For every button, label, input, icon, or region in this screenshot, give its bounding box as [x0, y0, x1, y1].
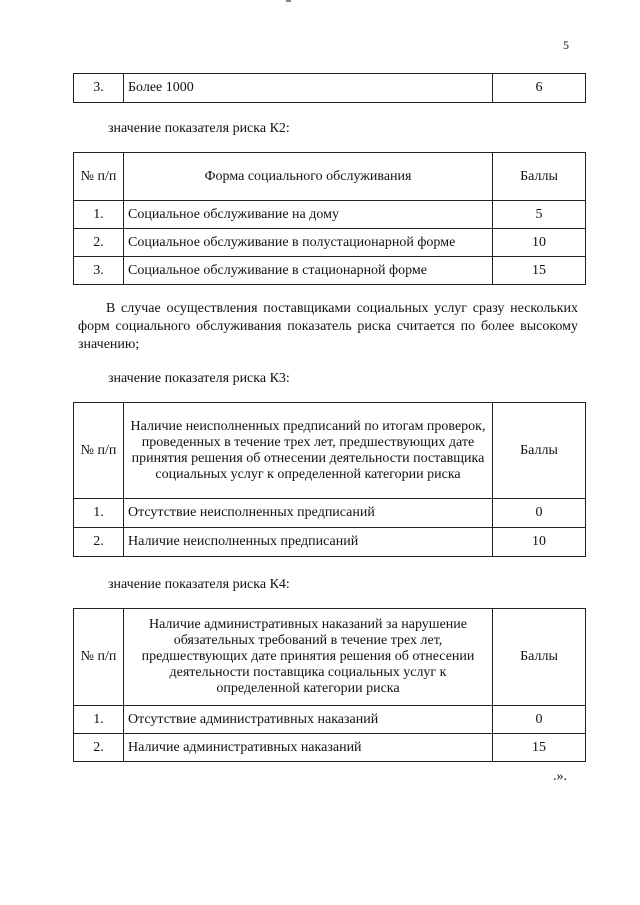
row-text: Социальное обслуживание в стационарной форме	[124, 257, 493, 285]
table-row	[74, 201, 586, 229]
table-k4	[73, 608, 586, 762]
k4-caption: значение показателя риска К4:	[108, 577, 290, 592]
table-k3	[73, 402, 586, 557]
row-text: Отсутствие неисполненных предписаний	[124, 499, 493, 528]
table-row	[74, 257, 586, 285]
header-score: Баллы	[493, 403, 586, 499]
header-description: Наличие административных наказаний за нарушение обязательных требований в течение трех лет, предшествующих дате принятия решения об отнесении деятельности поставщика социальных услуг к определенной категории риска	[124, 609, 493, 706]
row-number: 1.	[74, 706, 124, 734]
header-num: № п/п	[74, 609, 124, 706]
table-header-row	[74, 609, 586, 706]
row-text: Более 1000	[124, 74, 493, 103]
row-score: 0	[493, 706, 586, 734]
table-k2	[73, 152, 586, 285]
row-number: 2.	[74, 734, 124, 762]
row-text: Социальное обслуживание на дому	[124, 201, 493, 229]
row-text: Социальное обслуживание в полустационарной форме	[124, 229, 493, 257]
row-score: 5	[493, 201, 586, 229]
closing-mark: .».	[553, 769, 567, 784]
k2-caption: значение показателя риска К2:	[108, 121, 290, 136]
row-number: 2.	[74, 229, 124, 257]
table-continuation	[73, 73, 586, 103]
row-score: 15	[493, 734, 586, 762]
header-num: № п/п	[74, 403, 124, 499]
header-score: Баллы	[493, 609, 586, 706]
row-score: 10	[493, 229, 586, 257]
page-number: 5	[563, 38, 569, 52]
header-form: Форма социального обслуживания	[124, 153, 493, 201]
table-row	[74, 229, 586, 257]
table-header-row	[74, 153, 586, 201]
header-num: № п/п	[74, 153, 124, 201]
table-row	[74, 734, 586, 762]
table-header-row	[74, 403, 586, 499]
row-number: 3.	[74, 257, 124, 285]
row-score: 6	[493, 74, 586, 103]
header-score: Баллы	[493, 153, 586, 201]
row-score: 0	[493, 499, 586, 528]
row-number: 1.	[74, 201, 124, 229]
row-number: 1.	[74, 499, 124, 528]
k3-caption: значение показателя риска К3:	[108, 371, 290, 386]
table-row	[74, 499, 586, 528]
row-text: Наличие административных наказаний	[124, 734, 493, 762]
header-description: Наличие неисполненных предписаний по итогам проверок, проведенных в течение трех лет, предшествующих дате принятия решения об отнесении деятельности поставщика социальных услуг к определенной категории риска	[124, 403, 493, 499]
row-number: 3.	[74, 74, 124, 103]
scan-mark	[286, 0, 291, 2]
table-row	[74, 528, 586, 557]
body-paragraph: В случае осуществления поставщиками социальных услуг сразу нескольких форм социального обслуживания показатель риска считается по более высокому значению;	[78, 301, 578, 352]
table-row	[74, 74, 586, 103]
row-text: Отсутствие административных наказаний	[124, 706, 493, 734]
row-number: 2.	[74, 528, 124, 557]
row-score: 15	[493, 257, 586, 285]
table-row	[74, 706, 586, 734]
row-score: 10	[493, 528, 586, 557]
row-text: Наличие неисполненных предписаний	[124, 528, 493, 557]
